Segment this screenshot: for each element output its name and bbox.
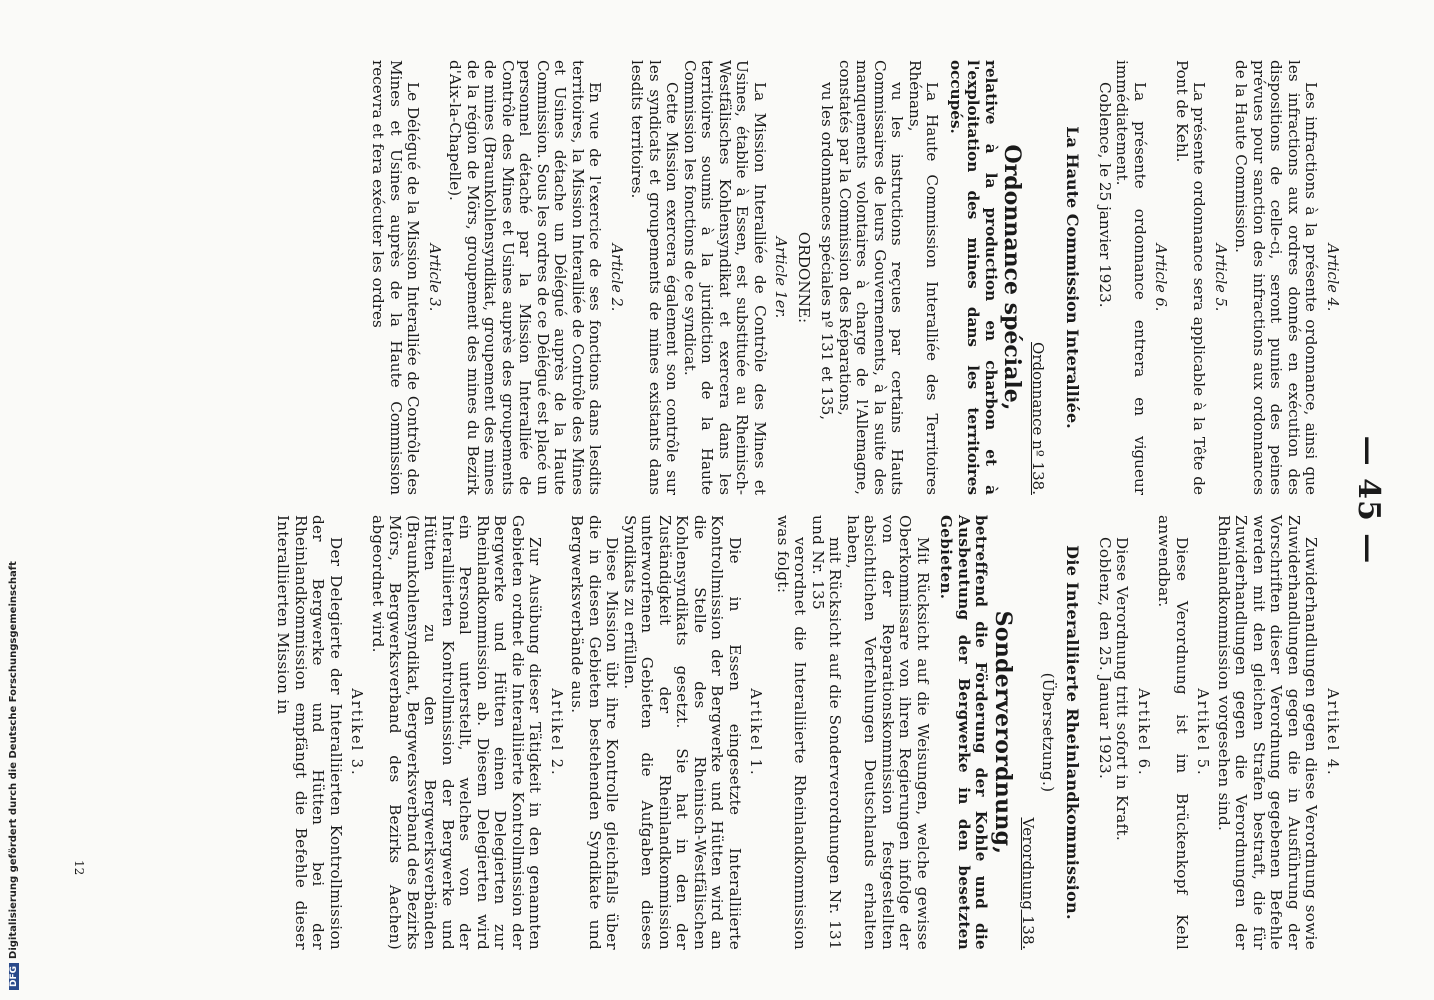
de-article-2-title: Artikel 2. [548,688,564,777]
page-header: — 45 — [1351,435,1386,565]
de-article-5-text: Diese Verordnung ist im Brückenkopf Kehl anwendbar. [1155,515,1191,950]
de-preamble-3: verordnet die Interalliierte Rheinlandkommission was folgt: [774,515,810,950]
fr-article-6-title: Article 6. [1152,243,1169,312]
de-article-6-title: Artikel 6. [1135,688,1151,777]
fr-article-5-text: La présente ordonnance sera applicable à la Tête de Pont de Kehl. [1173,60,1209,495]
fr-preamble-1: La Haute Commission Interalliée des Territoires Rhénans, [906,60,942,495]
de-ordinance-number: Verordnung 138. [1019,817,1038,950]
fr-article-5-title: Article 5. [1212,243,1228,312]
french-column [369,60,1344,495]
fr-place-date: Coblence, le 25 janvier 1923. [1096,82,1114,308]
de-article-3-text: Der Delegierte der Interalliierten Kontrollmission der Bergwerke und Hütten bei der Rheinlandkommission empfängt die Befehle dieser Interalliierten Mission in [274,515,345,950]
de-subtitle: betreffend die Förderung der Kohle und die Ausbeutung der Bergwerke in den besetzten Gebieten. [937,515,991,950]
de-article-6-text: Diese Verordnung tritt sofort in Kraft. [1113,537,1132,841]
fr-title: Ordonnance spéciale, [999,144,1026,411]
fr-article-2-text: En vue de l'exercice de ses fonctions dans lesdits territoires, la Mission Interalliée de Contrôle des Mines et Usines détache un Délégué auprès de la Haute Commission. Sous les ordres de ce Délégué est placé un personnel détaché par la Mission Interalliée de Contrôle des Mines et Usines auprès des groupements de mines (Braunkohlensyndikat, groupement des mines de la région de Mörs, groupement des mines du Bezirk d'Aix-la-Chapelle). [446,60,605,495]
fr-preamble-3: vu les ordonnances spéciales nº 131 et 135, [818,82,837,421]
de-article-2-text: Zur Ausübung dieser Tätigkeit in den genannten Gebieten ordnet die Interalliierte Kontrollmission der Bergwerke und Hütten einen Delegierten zur Rheinlandkommission ab. Diesem Delegierten wird ein Personal unterstellt, welches von der Interalliierten Kontrollmission der Bergwerke und Hütten zu den Bergwerksverbänden (Braunkohlensyndikat, Bergwerksverband des Bezirks Mörs, Bergwerksverband des Bezirks Aachen) abgeordnet wird. [369,515,545,950]
fr-article-1-para-1: La Mission Interalliée de Contrôle des Mines et Usines, établie à Essen, est substituée au Rheinisch-Westfälisches Kohlensyndikat et exercera dans les territoires soumis à la juridiction de la Haute Commission les fonctions de ce syndicat. [681,60,769,495]
fr-signature: La Haute Commission Interalliée. [1063,126,1083,429]
de-signature: Die Interalliierte Rheinlandkommission. [1063,545,1083,920]
de-article-4-title: Artikel 4. [1324,688,1340,777]
de-preamble-1: Mit Rücksicht auf die Weisungen, welche gewisse Oberkommissare von ihren Regierungen infolge der von der Reparationskommission festgestellten absichtlichen Verfehlungen Deutschlands erhalten haben, [844,515,932,950]
fr-article-6-text: La présente ordonnance entrera en vigueur immédiatement. [1113,60,1149,495]
fr-preamble-2: vu les instructions reçues par certains Hauts Commissaires de leurs Gouvernements, à la suite des manquements volontaires à charge de l'Allemagne, constatés par la Commission des Réparations, [836,60,907,495]
fr-article-4-title: Article 4. [1324,243,1340,312]
fr-article-3-title: Article 3. [426,243,442,312]
footer-text: Digitalisierung gefördert durch die Deutsche Forschungsgemeinschaft [8,561,19,959]
fr-article-3-text: Le Délégué de la Mission Interalliée de Contrôle des Mines et Usines auprès de la Haute Commission recevra et fera exécuter les ordres [369,60,423,495]
de-article-1-title: Artikel 1. [747,688,764,777]
de-preamble-2: mit Rücksicht auf die Sonderverordnungen Nr. 131 und Nr. 135 [809,515,845,950]
fr-subtitle: relative à la production en charbon et à l'exploitation des mines dans les territoires occupés. [947,60,1000,495]
fr-article-1-title: Article 1er. [772,236,789,319]
fr-article-2-title: Article 2. [608,243,624,312]
fr-ordinance-number: Ordonnance nº 138. [1029,342,1047,495]
fr-article-4-text: Les infractions à la présente ordonnance, ainsi que les infractions aux ordres donnés en exécution des dispositions de celle-ci, seront punies des peines prévues pour sanction des infractions aux ordonnances de la Haute Commission. [1232,60,1321,495]
german-column [274,515,1344,950]
de-translation-note: (Übersetzung.) [1039,672,1057,793]
fr-ordonne: ORDONNE: [795,231,813,324]
de-article-1-para-1: Die in Essen eingesetzte Interalliierte Kontrollmission der Bergwerke und Hütten wird an die Stelle des Rheinisch-Westfälischen Kohlensyndikats gesetzt. Sie hat in den der Zuständigkeit der Rheinlandkommission unterworfenen Gebieten die Aufgaben dieses Syndikats zu erfüllen. [621,515,744,950]
de-place-date: Coblenz, den 25. Januar 1923. [1096,537,1114,780]
dfg-logo-icon: DFG [9,963,19,990]
de-article-1-para-2: Diese Mission übt ihre Kontrolle gleichfalls über die in diesen Gebieten bestehenden Syndikate und Bergwerksverbände aus. [568,515,622,950]
de-article-3-title: Artikel 3. [348,688,365,777]
digitization-footer [8,561,19,990]
page-number: 12 [72,860,86,876]
de-title: Sonderverordnung, [990,610,1016,855]
de-article-5-title: Artikel 5. [1194,688,1211,777]
fr-article-1-para-2: Cette Mission exercera également son contrôle sur les syndicats et groupements de mines existants dans lesdits territoires. [628,60,682,495]
de-article-4-text: Zuwiderhandlungen gegen diese Verordnung sowie Zuwiderhandlungen gegen die in Ausführung der Vorschriften dieser Verordnung gegebenen Befehle werden mit den gleichen Strafen bestraft, die für Zuwiderhandlungen gegen die Verordnungen der Rheinlandkommission vorgesehen sind. [1215,515,1321,950]
